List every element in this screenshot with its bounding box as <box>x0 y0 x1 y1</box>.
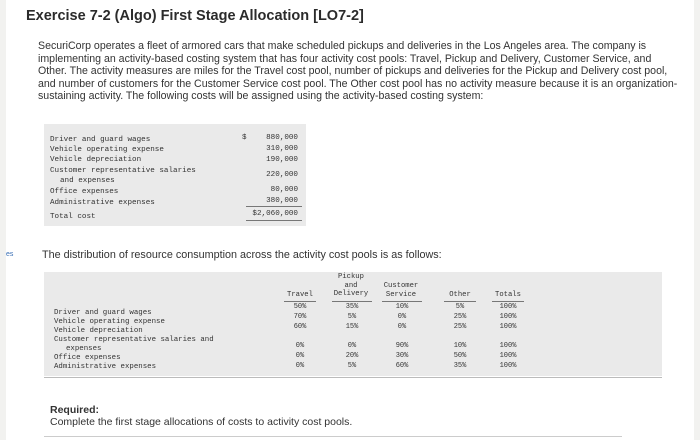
cost-value: 310,000 <box>266 145 298 153</box>
distribution-table-totals-bg <box>552 272 662 376</box>
header-customer-line1: Customer <box>383 282 419 290</box>
intro-paragraph: SecuriCorp operates a fleet of armored cars that make scheduled pickups and deliveries in the Los Angeles area. The company is implementing an activity-based costing system that has four activity cost pools: Travel, Pickup and Delivery, Customer Service, and Other. The activity measures are miles for the Travel cost pool, number of pickups and deliveries for the Pickup and Delivery cost pool, and number of customers for the Customer Service cost pool. The Other cost pool has no activity measure because it is an organization-sustaining activity. The following costs will be assigned using the activity-based costing system: <box>38 40 678 103</box>
total-rule <box>246 220 302 221</box>
header-travel: Travel <box>287 291 313 299</box>
header-rule <box>492 301 524 302</box>
cost-value: 220,000 <box>266 171 298 179</box>
cell-pickup: 5% <box>347 362 357 370</box>
total-label: Total cost <box>50 213 96 221</box>
cell-pickup: 5% <box>347 313 357 321</box>
cell-total: 100% <box>499 323 517 331</box>
cell-other: 10% <box>453 342 467 350</box>
cell-other: 50% <box>453 352 467 360</box>
cost-label: Driver and guard wages <box>50 136 151 144</box>
row-label: Office expenses <box>54 354 121 362</box>
header-pickup-line3: Delivery <box>333 290 369 299</box>
costs-table <box>44 124 306 226</box>
cell-pickup: 20% <box>345 352 359 360</box>
header-rule <box>332 301 372 302</box>
row-label: Vehicle operating expense <box>54 318 165 326</box>
header-rule <box>284 301 316 302</box>
row-label: Driver and guard wages <box>54 309 152 317</box>
page-title: Exercise 7-2 (Algo) First Stage Allocation [LO7-2] <box>26 8 364 24</box>
cell-customer: 60% <box>395 362 409 370</box>
table-bottom-rule <box>44 377 662 378</box>
total-value: $2,060,000 <box>252 210 298 218</box>
cost-label: Office expenses <box>50 188 119 196</box>
currency-symbol: $ <box>242 134 247 142</box>
exercise-page <box>6 0 694 440</box>
distribution-intro: The distribution of resource consumption across the activity cost pools is as follows: <box>42 249 442 261</box>
cell-total: 100% <box>499 362 517 370</box>
cell-other: 25% <box>453 323 467 331</box>
cell-total: 100% <box>499 352 517 360</box>
row-label: Vehicle depreciation <box>54 327 143 335</box>
cell-pickup: 15% <box>345 323 359 331</box>
header-pickup-line2: and <box>344 281 358 290</box>
cell-travel: 0% <box>295 342 305 350</box>
required-text: Complete the first stage allocations of costs to activity cost pools. <box>50 416 353 428</box>
cost-value: 880,000 <box>266 134 298 142</box>
required-section <box>50 404 352 428</box>
cost-label: Vehicle operating expense <box>50 146 164 154</box>
header-rule <box>382 301 422 302</box>
cost-label: Customer representative salaries <box>50 167 196 175</box>
row-label: Administrative expenses <box>54 363 157 371</box>
header-rule <box>444 301 476 302</box>
cell-travel: 70% <box>293 313 307 321</box>
header-customer-line2: Service <box>385 290 417 299</box>
header-pickup-line1: Pickup <box>338 273 364 281</box>
header-other: Other <box>449 291 471 299</box>
footer-rule <box>44 436 622 437</box>
cell-total: 100% <box>499 342 517 350</box>
subtotal-rule <box>246 206 302 207</box>
row-label-cont: expenses <box>66 345 102 353</box>
cell-pickup: 0% <box>347 342 357 350</box>
header-customer-service <box>376 282 426 299</box>
cost-value: 80,000 <box>270 186 298 194</box>
cell-customer: 90% <box>395 342 409 350</box>
side-label: es <box>6 251 14 258</box>
row-label: Customer representative salaries and <box>54 336 214 344</box>
cell-other: 25% <box>453 313 467 321</box>
cell-customer: 30% <box>395 352 409 360</box>
cell-travel: 0% <box>295 362 305 370</box>
header-pickup <box>330 273 372 299</box>
required-heading: Required: <box>50 404 100 416</box>
cost-label-cont: and expenses <box>60 177 115 185</box>
cost-label: Administrative expenses <box>50 199 155 207</box>
cell-other: 5% <box>455 303 465 311</box>
cell-travel: 50% <box>293 303 307 311</box>
cell-travel: 0% <box>295 352 305 360</box>
cell-customer: 0% <box>397 313 407 321</box>
cell-travel: 60% <box>293 323 307 331</box>
cell-total: 100% <box>499 303 517 311</box>
cell-customer: 0% <box>397 323 407 331</box>
cell-other: 35% <box>453 362 467 370</box>
cell-total: 100% <box>499 313 517 321</box>
cost-label: Vehicle depreciation <box>50 156 142 164</box>
header-totals: Totals <box>495 291 521 299</box>
cost-value: 190,000 <box>266 156 298 164</box>
cost-value: 380,000 <box>266 197 298 205</box>
cell-customer: 10% <box>395 303 409 311</box>
cell-pickup: 35% <box>345 303 359 311</box>
